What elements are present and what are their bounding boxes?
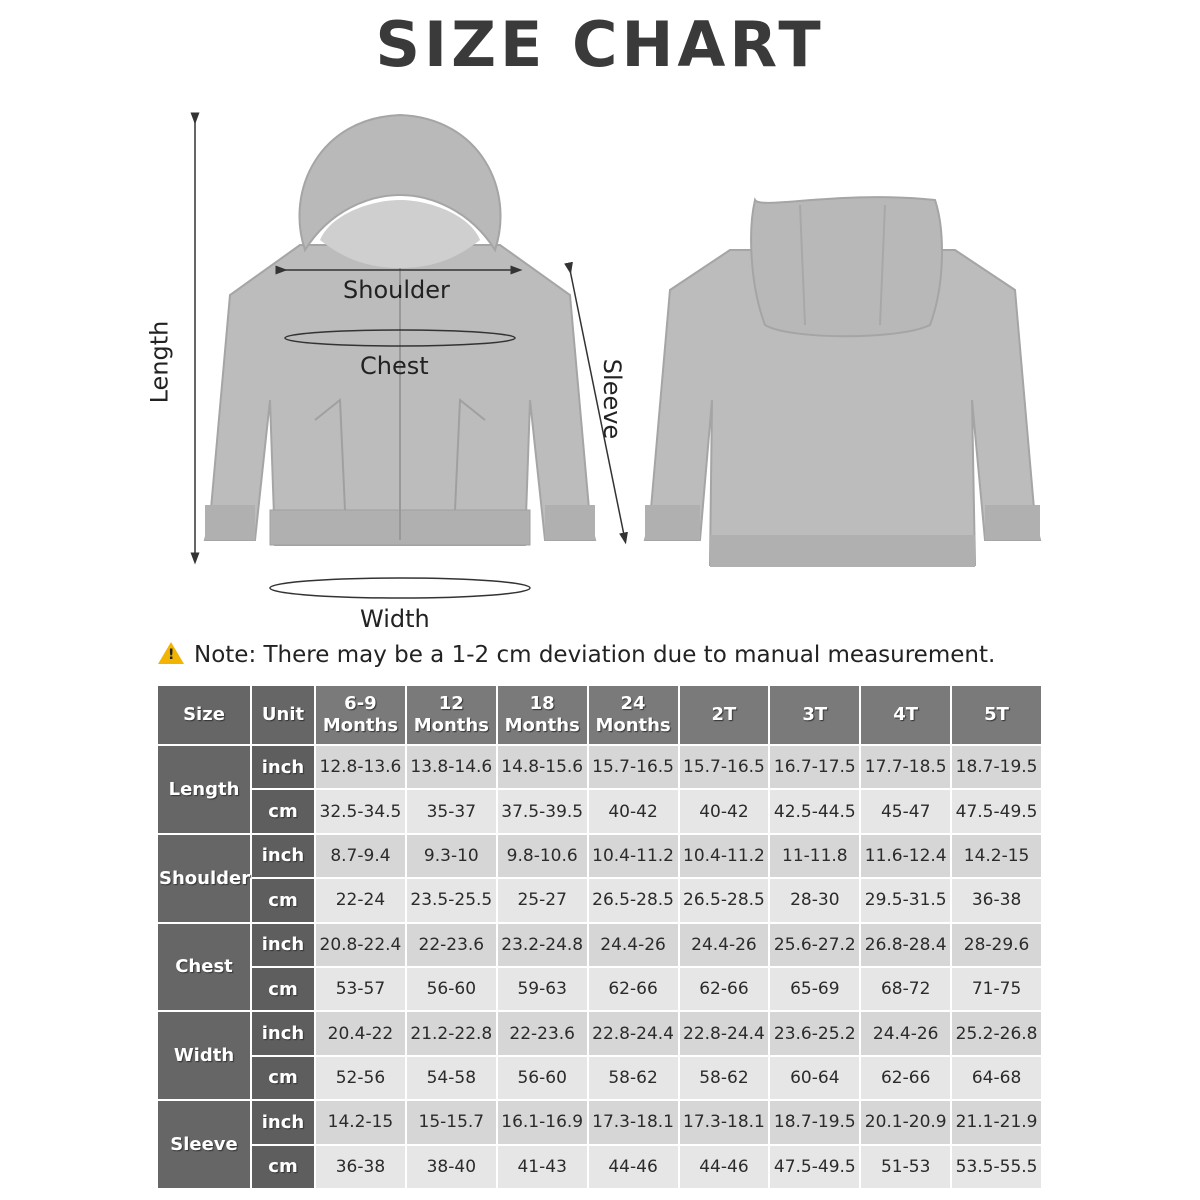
back-hoodie bbox=[645, 197, 1040, 567]
value-cell: 17.7-18.5 bbox=[861, 746, 950, 788]
value-cell: 36-38 bbox=[952, 879, 1041, 921]
value-cell: 18.7-19.5 bbox=[770, 1101, 859, 1143]
value-cell: 8.7-9.4 bbox=[316, 835, 405, 877]
value-cell: 64-68 bbox=[952, 1057, 1041, 1099]
value-cell: 17.3-18.1 bbox=[680, 1101, 769, 1143]
value-cell: 40-42 bbox=[680, 790, 769, 832]
value-cell: 20.8-22.4 bbox=[316, 924, 405, 966]
value-cell: 51-53 bbox=[861, 1146, 950, 1188]
value-cell: 25-27 bbox=[498, 879, 587, 921]
value-cell: 40-42 bbox=[589, 790, 678, 832]
value-cell: 44-46 bbox=[589, 1146, 678, 1188]
value-cell: 11.6-12.4 bbox=[861, 835, 950, 877]
value-cell: 26.5-28.5 bbox=[589, 879, 678, 921]
size-col-header: 24 Months bbox=[589, 686, 678, 744]
value-cell: 20.4-22 bbox=[316, 1012, 405, 1054]
value-cell: 23.2-24.8 bbox=[498, 924, 587, 966]
value-cell: 21.1-21.9 bbox=[952, 1101, 1041, 1143]
table-row bbox=[158, 1057, 1041, 1099]
value-cell: 15.7-16.5 bbox=[589, 746, 678, 788]
value-cell: 13.8-14.6 bbox=[407, 746, 496, 788]
table-row bbox=[158, 835, 1041, 877]
size-col-header: 3T bbox=[770, 686, 859, 744]
value-cell: 23.6-25.2 bbox=[770, 1012, 859, 1054]
value-cell: 58-62 bbox=[589, 1057, 678, 1099]
unit-cell: inch bbox=[252, 1101, 314, 1143]
measurement-name: Width bbox=[158, 1012, 250, 1099]
unit-cell: cm bbox=[252, 879, 314, 921]
unit-cell: cm bbox=[252, 968, 314, 1010]
value-cell: 12.8-13.6 bbox=[316, 746, 405, 788]
width-label: Width bbox=[360, 605, 430, 633]
unit-cell: cm bbox=[252, 790, 314, 832]
value-cell: 14.2-15 bbox=[952, 835, 1041, 877]
warning-icon bbox=[158, 642, 184, 664]
value-cell: 29.5-31.5 bbox=[861, 879, 950, 921]
table-row bbox=[158, 1012, 1041, 1054]
value-cell: 24.4-26 bbox=[861, 1012, 950, 1054]
table-row bbox=[158, 790, 1041, 832]
value-cell: 22-23.6 bbox=[407, 924, 496, 966]
measurement-name: Shoulder bbox=[158, 835, 250, 922]
value-cell: 41-43 bbox=[498, 1146, 587, 1188]
value-cell: 60-64 bbox=[770, 1057, 859, 1099]
value-cell: 23.5-25.5 bbox=[407, 879, 496, 921]
value-cell: 45-47 bbox=[861, 790, 950, 832]
value-cell: 37.5-39.5 bbox=[498, 790, 587, 832]
value-cell: 28-30 bbox=[770, 879, 859, 921]
value-cell: 53.5-55.5 bbox=[952, 1146, 1041, 1188]
measurement-name: Chest bbox=[158, 924, 250, 1011]
value-cell: 25.2-26.8 bbox=[952, 1012, 1041, 1054]
value-cell: 16.7-17.5 bbox=[770, 746, 859, 788]
value-cell: 36-38 bbox=[316, 1146, 405, 1188]
value-cell: 15-15.7 bbox=[407, 1101, 496, 1143]
size-header: Size bbox=[158, 686, 250, 744]
value-cell: 10.4-11.2 bbox=[680, 835, 769, 877]
value-cell: 38-40 bbox=[407, 1146, 496, 1188]
table-row bbox=[158, 879, 1041, 921]
value-cell: 56-60 bbox=[407, 968, 496, 1010]
shoulder-label: Shoulder bbox=[343, 276, 450, 304]
table-row bbox=[158, 924, 1041, 966]
value-cell: 9.3-10 bbox=[407, 835, 496, 877]
value-cell: 15.7-16.5 bbox=[680, 746, 769, 788]
value-cell: 26.8-28.4 bbox=[861, 924, 950, 966]
value-cell: 32.5-34.5 bbox=[316, 790, 405, 832]
table-row bbox=[158, 1146, 1041, 1188]
table-row bbox=[158, 968, 1041, 1010]
header-row bbox=[158, 686, 1041, 744]
value-cell: 26.5-28.5 bbox=[680, 879, 769, 921]
measurement-name: Length bbox=[158, 746, 250, 833]
size-col-header: 18 Months bbox=[498, 686, 587, 744]
garment-diagram bbox=[0, 100, 1200, 645]
value-cell: 62-66 bbox=[589, 968, 678, 1010]
value-cell: 44-46 bbox=[680, 1146, 769, 1188]
size-table bbox=[156, 684, 1043, 1190]
value-cell: 53-57 bbox=[316, 968, 405, 1010]
value-cell: 28-29.6 bbox=[952, 924, 1041, 966]
unit-header: Unit bbox=[252, 686, 314, 744]
value-cell: 56-60 bbox=[498, 1057, 587, 1099]
value-cell: 42.5-44.5 bbox=[770, 790, 859, 832]
table-row bbox=[158, 1101, 1041, 1143]
value-cell: 14.8-15.6 bbox=[498, 746, 587, 788]
value-cell: 16.1-16.9 bbox=[498, 1101, 587, 1143]
unit-cell: inch bbox=[252, 835, 314, 877]
size-col-header: 2T bbox=[680, 686, 769, 744]
value-cell: 22.8-24.4 bbox=[589, 1012, 678, 1054]
value-cell: 59-63 bbox=[498, 968, 587, 1010]
size-col-header: 12 Months bbox=[407, 686, 496, 744]
page-title: SIZE CHART bbox=[375, 8, 825, 81]
measurement-note bbox=[158, 640, 995, 668]
value-cell: 24.4-26 bbox=[589, 924, 678, 966]
value-cell: 14.2-15 bbox=[316, 1101, 405, 1143]
value-cell: 25.6-27.2 bbox=[770, 924, 859, 966]
size-table-body bbox=[158, 746, 1041, 1188]
unit-cell: cm bbox=[252, 1146, 314, 1188]
value-cell: 11-11.8 bbox=[770, 835, 859, 877]
size-col-header: 5T bbox=[952, 686, 1041, 744]
value-cell: 20.1-20.9 bbox=[861, 1101, 950, 1143]
value-cell: 68-72 bbox=[861, 968, 950, 1010]
size-col-header: 6-9 Months bbox=[316, 686, 405, 744]
value-cell: 10.4-11.2 bbox=[589, 835, 678, 877]
unit-cell: inch bbox=[252, 924, 314, 966]
value-cell: 62-66 bbox=[680, 968, 769, 1010]
value-cell: 62-66 bbox=[861, 1057, 950, 1099]
note-text: Note: There may be a 1-2 cm deviation due to manual measurement. bbox=[194, 642, 996, 668]
value-cell: 58-62 bbox=[680, 1057, 769, 1099]
unit-cell: inch bbox=[252, 746, 314, 788]
measurement-name: Sleeve bbox=[158, 1101, 250, 1188]
chest-label: Chest bbox=[360, 352, 429, 380]
value-cell: 22-24 bbox=[316, 879, 405, 921]
size-col-header: 4T bbox=[861, 686, 950, 744]
value-cell: 47.5-49.5 bbox=[770, 1146, 859, 1188]
value-cell: 47.5-49.5 bbox=[952, 790, 1041, 832]
value-cell: 22.8-24.4 bbox=[680, 1012, 769, 1054]
unit-cell: inch bbox=[252, 1012, 314, 1054]
table-row bbox=[158, 746, 1041, 788]
unit-cell: cm bbox=[252, 1057, 314, 1099]
value-cell: 71-75 bbox=[952, 968, 1041, 1010]
value-cell: 52-56 bbox=[316, 1057, 405, 1099]
value-cell: 21.2-22.8 bbox=[407, 1012, 496, 1054]
sleeve-label: Sleeve bbox=[598, 358, 627, 440]
value-cell: 18.7-19.5 bbox=[952, 746, 1041, 788]
value-cell: 22-23.6 bbox=[498, 1012, 587, 1054]
value-cell: 9.8-10.6 bbox=[498, 835, 587, 877]
value-cell: 35-37 bbox=[407, 790, 496, 832]
value-cell: 24.4-26 bbox=[680, 924, 769, 966]
value-cell: 65-69 bbox=[770, 968, 859, 1010]
length-label: Length bbox=[145, 320, 174, 404]
value-cell: 54-58 bbox=[407, 1057, 496, 1099]
value-cell: 17.3-18.1 bbox=[589, 1101, 678, 1143]
